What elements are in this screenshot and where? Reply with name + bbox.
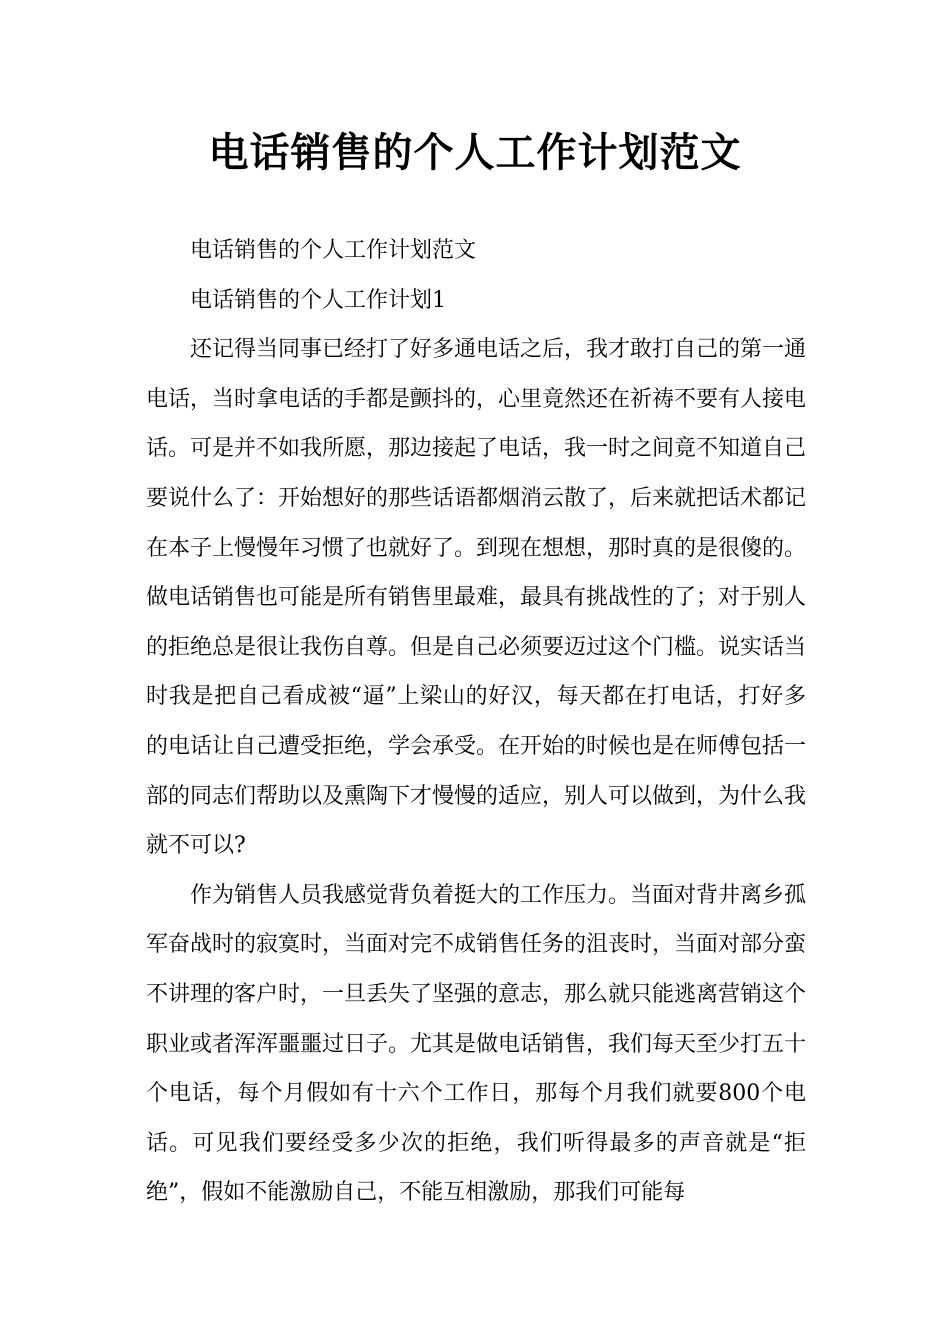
document-body bbox=[146, 226, 806, 1218]
paragraph-body: 还记得当同事已经打了好多通电话之后，我才敢打自己的第一通电话，当时拿电话的手都是颤抖的，心里竟然还在祈祷不要有人接电话。可是并不如我所愿，那边接起了电话，我一时之间竟不知道自己要说什么了：开始想好的那些话语都烟消云散了，后来就把话术都记在本子上慢慢年习惯了也就好了。到现在想想，那时真的是很傻的。做电话销售也可能是所有销售里最难，最具有挑战性的了；对于别人的拒绝总是很让我伤自尊。但是自己必须要迈过这个门槛。说实话当时我是把自己看成被“逼”上梁山的好汉，每天都在打电话，打好多的电话让自己遭受拒绝，学会承受。在开始的时候也是在师傅包括一部的同志们帮助以及熏陶下才慢慢的适应，别人可以做到，为什么我就不可以? bbox=[146, 337, 807, 859]
paragraph-body: 作为销售人员我感觉背负着挺大的工作压力。当面对背井离乡孤军奋战时的寂寞时，当面对完不成销售任务的沮丧时，当面对部分蛮不讲理的客户时，一旦丢失了坚强的意志，那么就只能逃离营销这个职业或者浑浑噩噩过日子。尤其是做电话销售，我们每天至少打五十个电话，每个月假如有十六个工作日，那每个月我们就要800个电话。可见我们要经受多少次的拒绝，我们听得最多的声音就是“拒绝”，假如不能激励自己，不能互相激励，那我们可能每 bbox=[146, 882, 807, 1206]
paragraph-subtitle: 电话销售的个人工作计划范文 bbox=[190, 238, 477, 263]
document-title: 电话销售的个人工作计划范文 bbox=[208, 130, 742, 176]
paragraph-section-heading: 电话销售的个人工作计划1 bbox=[190, 287, 446, 313]
